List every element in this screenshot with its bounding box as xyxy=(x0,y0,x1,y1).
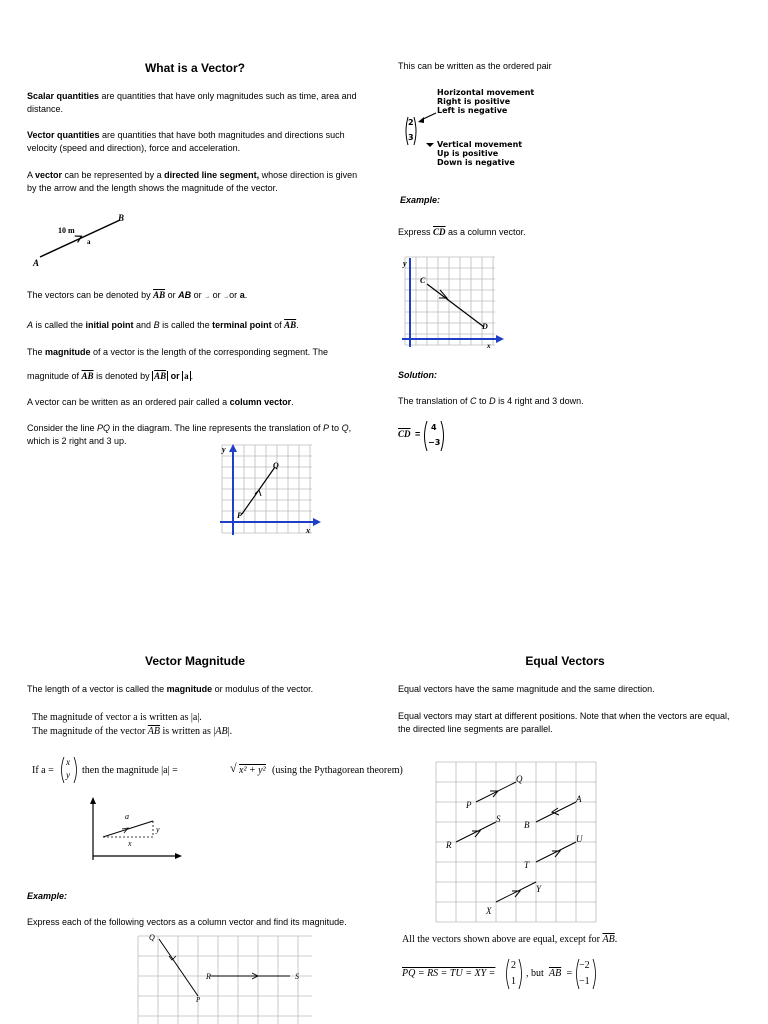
svg-text:P: P xyxy=(466,800,472,810)
denoted-symbol-1: → xyxy=(204,294,211,300)
svg-text:R: R xyxy=(206,972,211,981)
fig-length-label: 10 m xyxy=(58,226,75,235)
initial-terminal-paragraph: A is called the initial point and B is called the terminal point of $\overline{AB}$. xyxy=(27,320,299,330)
example-label-1: Example: xyxy=(400,195,441,205)
svg-text:a: a xyxy=(125,812,129,821)
translation-text: The translation of C to D is 4 right and 3 down. xyxy=(398,396,584,406)
svg-text:Q: Q xyxy=(516,774,523,784)
ordered-pair-text: This can be written as the ordered pair xyxy=(398,61,552,71)
length-paragraph: The length of a vector is called the magnitude or modulus of the vector. xyxy=(27,684,314,694)
svg-text:T: T xyxy=(524,860,530,870)
column-vector-2-3: 2 3 xyxy=(404,116,418,146)
equal-vectors-def: Equal vectors have the same magnitude and the same direction. xyxy=(398,684,655,694)
pq-paragraph: Consider the line PQ in the diagram. The line represents the translation of P to Q, which is 2 right and 3 up. xyxy=(27,423,352,446)
equal-vectors-grid xyxy=(432,758,602,930)
svg-text:Q: Q xyxy=(149,933,155,942)
svg-text:y: y xyxy=(403,259,407,268)
svg-text:x: x xyxy=(128,839,132,848)
scalar-paragraph: Scalar quantities are quantities that have only magnitudes such as time, area and distance. xyxy=(27,91,357,114)
section-title-equal-vectors: Equal Vectors xyxy=(525,654,605,668)
denoted-paragraph: The vectors can be denoted by $\overline{AB}$ or AB or → or →or a. xyxy=(27,290,248,300)
vector-paragraph: Vector quantities are quantities that have both magnitudes and directions such velocity (speed and direction), force and acceleration. xyxy=(27,130,345,153)
svg-text:C: C xyxy=(420,276,426,285)
section-title-vector-magnitude: Vector Magnitude xyxy=(144,654,245,668)
pq-rs-grid xyxy=(130,930,320,1024)
representation-paragraph: A vector can be represented by a directed line segment, whose direction is given by the arrow and the length shows the magnitude of the vector. xyxy=(27,170,358,193)
fig-label-b: B xyxy=(118,213,125,223)
svg-text:B: B xyxy=(524,820,530,830)
equal-vectors-formula: PQ = RS = TU = XY = 2 1 , but $\overline{AB}$ = −2 −1 xyxy=(402,958,702,990)
svg-text:P: P xyxy=(196,996,201,1004)
svg-text:S: S xyxy=(295,972,299,981)
svg-text:x: x xyxy=(306,526,310,535)
svg-text:Y: Y xyxy=(536,884,542,894)
sqrt-symbol: √ xyxy=(230,761,237,775)
svg-text:P: P xyxy=(237,511,242,520)
magnitude-notation: The magnitude of vector a is written as |a|. The magnitude of the vector $\overline{AB}$ is written as |AB|. xyxy=(32,712,233,737)
fig-label-a: A xyxy=(33,258,40,268)
fig-vector-a: a xyxy=(87,238,91,246)
svg-text:Q: Q xyxy=(273,461,279,470)
vertical-notes: Vertical movement Up is positive Down is negative xyxy=(437,140,523,167)
express-cd-text: Express $\overline{CD}$ as a column vector. xyxy=(398,227,526,237)
cd-column-vector: $\overline{CD}$ = 4 −3 xyxy=(398,420,458,452)
svg-text:x: x xyxy=(487,342,491,350)
magnitude-paragraph-2: magnitude of $\overline{AB}$ is denoted by $\overline{AB}$ or a . xyxy=(27,371,194,381)
denoted-symbol-2: → xyxy=(223,294,230,300)
example-label-2: Example: xyxy=(27,891,68,901)
pythagorean-formula: If a = x y then the magnitude |a| = √ x² + y² (using the Pythagorean theorem) xyxy=(32,758,372,784)
svg-text:y: y xyxy=(156,825,160,834)
solution-label: Solution: xyxy=(398,370,437,380)
svg-text:S: S xyxy=(496,814,501,824)
svg-text:D: D xyxy=(482,322,488,331)
section-title-what-is-vector: What is a Vector? xyxy=(144,61,246,75)
pq-grid-diagram xyxy=(215,440,325,540)
column-vector-paragraph: A vector can be written as an ordered pair called a column vector. xyxy=(27,397,294,407)
express-each-text: Express each of the following vectors as a column vector and find its magnitude. xyxy=(27,917,347,927)
svg-text:X: X xyxy=(486,906,492,916)
cd-grid-diagram xyxy=(398,252,508,352)
svg-text:U: U xyxy=(576,834,583,844)
svg-text:A: A xyxy=(576,794,582,804)
vector-ab-figure xyxy=(30,210,140,270)
equal-vectors-note: Equal vectors may start at different positions. Note that when the vectors are equal, the directed line segments are parallel. xyxy=(398,711,730,734)
magnitude-paragraph: The magnitude of a vector is the length of the corresponding segment. The xyxy=(27,347,329,357)
svg-text:y: y xyxy=(222,445,226,454)
svg-text:R: R xyxy=(446,840,452,850)
horizontal-notes: Horizontal movement Right is positive Left is negative xyxy=(437,88,535,115)
right-triangle-diagram xyxy=(86,795,186,865)
all-equal-except-text: All the vectors shown above are equal, except for $\overline{AB}$. xyxy=(402,934,618,945)
